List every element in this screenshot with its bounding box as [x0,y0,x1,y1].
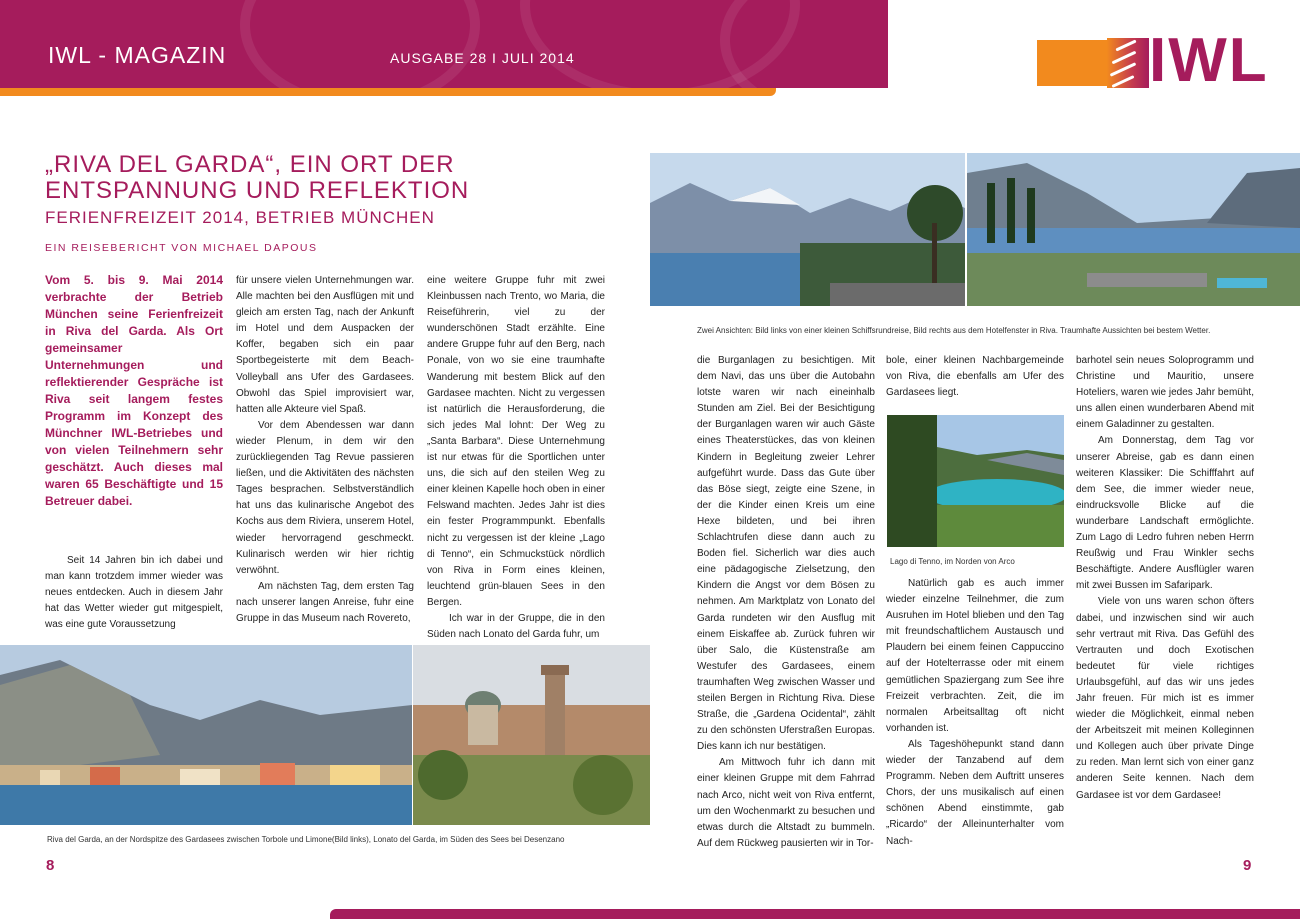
article-byline: EIN REISEBERICHT VON MICHAEL DAPOUS [45,242,318,254]
paragraph: Ich war in der Gruppe, die in den Süden nach Lonato del Garda fuhr, um [427,612,605,641]
page-number-left: 8 [46,857,55,874]
article-column-5 [886,353,1064,401]
article-subheadline: FERIENFREIZEIT 2014, BETRIEB MÜNCHEN [45,208,435,227]
paragraph: Seit 14 Jahren bin ich dabei und man kann trotzdem immer wieder was neues entdecken. Auch in diesem Jahr hat das Wetter wieder gut mitgespielt, was eine gute Voraussetzung [45,555,223,631]
paragraph: Als Tageshöhepunkt stand dann wieder der Tanzabend auf dem Programm. Neben dem Auftritt unseres Chors, der uns musikalisch auf einen schönen Abend einstimmte, gab „Ricardo“ der Alleinunterhalter vom Nach- [886,738,1064,847]
article-column-6 [1076,353,1254,804]
article-column-1 [45,553,223,633]
article-column-5b [886,576,1064,850]
photo-boat-trip [650,153,965,306]
paragraph: Am Mittwoch fuhr ich dann mit einer kleinen Gruppe mit dem Fahrrad nach Arco, nicht weit von Riva entfernt, um den Wochenmarkt zu besuchen und etwas durch die Altstadt zu bummeln. Auf dem Rückweg pausierten wir in Tor- [697,757,875,849]
photo-lago-di-tenno [887,415,1064,547]
header-accent-line [0,88,776,96]
photo-hotel-view [967,153,1300,306]
caption-tenno: Lago di Tenno, im Norden von Arco [890,557,1015,566]
paragraph: barhotel sein neues Soloprogramm und Christine und Mauritio, unsere Hoteliers, waren wie jedes Jahr bemüht, uns allen einen wunderbaren Abend mit einem Galadinner zu gestalten. [1076,355,1254,431]
article-lead: Vom 5. bis 9. Mai 2014 verbrachte der Betrieb München seine Ferienfreizeit in Riva del Garda. Als Ort gemeinsamer Unternehmungen und reflektierender Gespräche ist Riva seit langem festes Programm im Konzept des Münchner IWL-Betriebes und von vielen Teilnehmern sehr geschätzt. Auch dieses mal waren 65 Beschäftigte und 15 Betreuer dabei. [45,273,223,508]
paragraph: eine weitere Gruppe fuhr mit zwei Kleinbussen nach Trento, wo Maria, die Reiseführerin, viel zu der wunderschönen Stadt erzählte. Eine andere Gruppe fuhr auf den Berg, nach Ponale, von wo sie eine traumhafte Wanderung mit bestem Blick auf den Gardasee machten. Nicht zu vergessen ist natürlich die Herausforderung, die sich jedes Mal lohnt: Der Weg zu „Santa Barbara“. Diese Unternehmung ist nur etwas für die Sportlichen unter uns, die sich auf den steilen Weg zu einer kleinen Kapelle hoch oben in einer Felswand machten. Jedes Jahr ist dies ein fester Programmpunkt. Ebenfalls nicht zu vergessen ist der kleine „Lago di Tenno“, ein Schmuckstück nördlich von Riva in Form eines kleinen, leuchtend grün-blauen Sees in den Bergen. [427,275,605,608]
photo-lonato-del-garda [413,645,650,825]
paragraph: Natürlich gab es auch immer wieder einzelne Teilnehmer, die zum Ausruhen im Hotel blieben und den Tag mit freundschaftlichem Austausch und Plaudern bei einem feinen Cappuccino auf der Hotelterrasse oder mit einem gemütlichen Spaziergang zum See ihre Freizeit verbrachten. Zeit, die im normalen Arbeitsalltag oft nicht vorhanden ist. [886,578,1064,734]
paragraph: Vor dem Abendessen war dann wieder Plenum, in dem wir den zurückliegenden Tag Revue passieren ließen, und die Aktivitäten des nächsten Tages besprachen. Selbstverständlich hat uns das kulinarische Angebot des Kochs aus dem Riviera, unserem Hotel, wieder hervorragend geschmeckt. Kulinarisch werden wir hier richtig verwöhnt. [236,419,414,576]
logo-text: IWL [1149,26,1269,95]
photo-riva-del-garda [0,645,412,825]
issue-label: AUSGABE 28 I JULI 2014 [390,50,575,66]
paragraph: die Burganlagen zu besichtigen. Mit dem Navi, das uns über die Autobahn lotste waren wir nach eineinhalb Stunden am Ziel. Bei der Besichtigung der Burganlagen waren wir auch Gäste eines Theaterstückes, das von kleinen Kindern in Begleitung zweier Lehrer aufgeführt wurde. Dass das Gute über das Böse siegt, zeigte eine Szene, in der die Kinder einen Kreis um eine Hexe bildeten, und bei ihren Schlachtrufen diese dann auch zu Boden fiel. Sicherlich war dies auch eine pädagogische Zielsetzung, den Kindern die Angst vor dem Bösen zu nehmen. Am Marktplatz von Lonato del Garda rundeten wir den Ausflug mit einem Eiskaffee ab. Zurück fuhren wir über Salo, die Küstenstraße am Westufer des Gardasees, einem traumhaften Weg zwischen Wasser und steilen Bergen in Richtung Riva. Diese Straße, die „Gardena Ocidental“, zählt zu den schönsten Uferstraßen Europas. Dies kann ich nur bestätigen. [697,355,875,753]
article-column-2 [236,273,414,627]
paragraph: Am Donnerstag, dem Tag vor unserer Abreise, gab es dann einen weiteren Klassiker: Die Schifffahrt auf dem See, die immer wieder neue, eindrucksvolle Blicke auf die wunderbare Landschaft ermöglichte. Zum Lago di Ledro fuhren neben Herrn Reußwig und Frau Winkler sechs Beschäftigte. Andere Ausflügler waren mit zwei Bussen im Safaripark. [1076,435,1254,592]
page-number-right: 9 [1243,857,1252,874]
logo-mark [1037,40,1109,86]
magazine-title: IWL - MAGAZIN [48,42,227,68]
paragraph: Viele von uns waren schon öfters dabei, und inzwischen sind wir auch sehr vertraut mit Riva. Das Gefühl des Vertrauten und doch Exotischen bedeutet für viele richtiges Urlaubsgefühl, auf das wir uns jedes Jahr freuen. Für mich ist es immer wieder die Möglichkeit, einmal neben der Arbeitszeit mit meinen Kolleginnen und Kollegen auch über private Dinge zu reden. Man lernt sich von einer ganz anderen Seite kennen. Nach dem Gardasee ist vor dem Gardasee! [1076,596,1254,801]
paragraph: bole, einer kleinen Nachbargemeinde von Riva, die ebenfalls am Ufer des Gardasees liegt. [886,355,1064,399]
iwl-logo [1037,26,1269,95]
article-column-4 [697,353,875,852]
paragraph: für unsere vielen Unternehmungen war. Alle machten bei den Ausflügen mit und gleich am ersten Tag, nach der Ankunft im Hotel und dem Auspacken der Koffer, begaben sich ein paar Sportbegeisterte mit dem Beach-Volleyball ans Ufer des Gardasees. Obwohl das Spiel improvisiert war, hatten alle Akteure viel Spaß. [236,275,414,415]
caption-bottom-photos: Riva del Garda, an der Nordspitze des Gardasees zwischen Torbole und Limone(Bild links), Lonato del Garda, im Süden des Sees bei Desenzano [47,835,565,844]
caption-top-photos: Zwei Ansichten: Bild links von einer kleinen Schiffsrundreise, Bild rechts aus dem Hotelfenster in Riva. Traumhafte Aussichten bei bestem Wetter. [697,326,1211,335]
article-headline: „RIVA DEL GARDA“, EIN ORT DER ENTSPANNUNG UND REFLEKTION [45,151,470,204]
footer-band [330,909,1300,919]
article-column-3 [427,273,605,643]
paragraph: Am nächsten Tag, dem ersten Tag nach unserer langen Anreise, fuhr eine Gruppe in das Museum nach Rovereto, [236,580,414,624]
